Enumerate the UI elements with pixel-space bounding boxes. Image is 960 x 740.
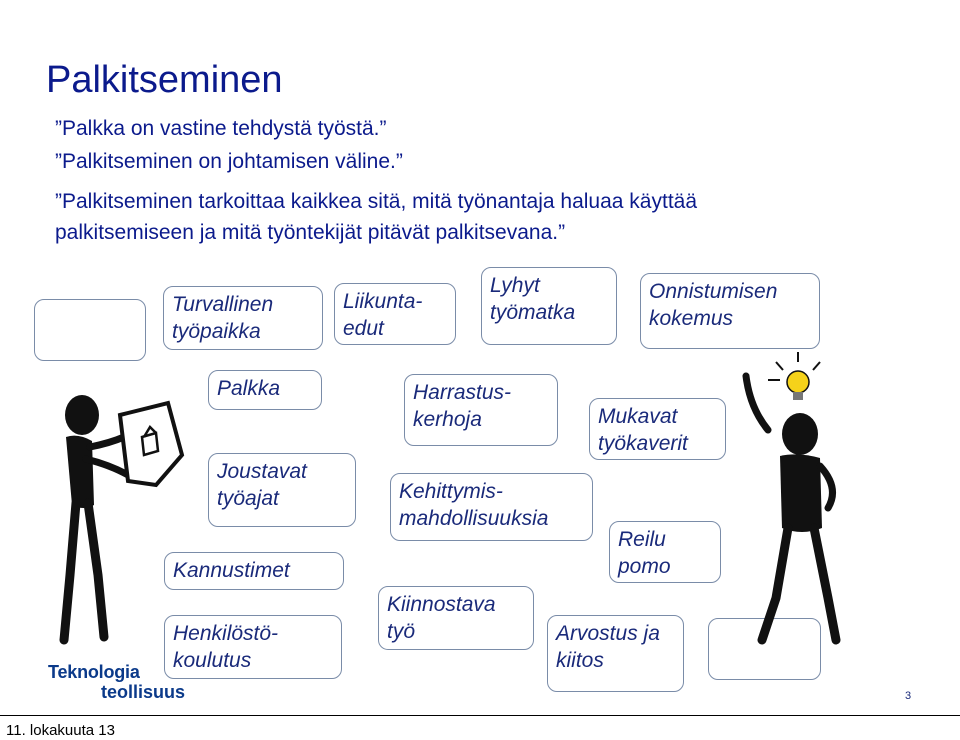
box-liikuntaedut: Liikunta- edut [334,283,456,345]
box-joustavat-tyoajat: Joustavat työajat [208,453,356,527]
box-kannustimet: Kannustimet [164,552,344,590]
box-turvallinen-tyopaikka: Turvallinen työpaikka [163,286,323,350]
footer-divider [0,715,960,716]
stick-figure-idea-illustration [728,348,858,648]
box-harrastuskerhoja: Harrastus- kerhoja [404,374,558,446]
box-kiinnostava-tyo: Kiinnostava työ [378,586,534,650]
logo-line-2: teollisuus [101,682,186,702]
stick-figure-shield-illustration [58,385,198,650]
footer-date: 11. lokakuuta 13 [6,722,115,739]
box-kehittymismahdollisuuksia: Kehittymis- mahdollisuuksia [390,473,593,541]
bullet-1: ”Palkka on vastine tehdystä työstä.” [55,117,387,140]
box-henkilostokoulutus: Henkilöstö- koulutus [164,615,342,679]
bullet-2: ”Palkitseminen on johtamisen väline.” [55,150,403,173]
box-arvostus-ja-kiitos: Arvostus ja kiitos [547,615,684,692]
bullet-3: ”Palkitseminen tarkoittaa kaikkea sitä, mitä työnantaja haluaa käyttää [55,190,698,213]
bullet-3-continued: palkitsemiseen ja mitä työntekijät pitävät palkitsevana.” [55,221,566,244]
logo-line-1: Teknologia [48,662,140,682]
box-lyhyt-tyomatka: Lyhyt työmatka [481,267,617,345]
empty-box-left [34,299,146,361]
page-number: 3 [905,690,912,702]
box-mukavat-tyokaverit: Mukavat työkaverit [589,398,726,460]
box-reilu-pomo: Reilu pomo [609,521,721,583]
lightbulb-icon [768,352,820,400]
teknologiateollisuus-logo [48,662,185,702]
slide-title: Palkitseminen [46,59,283,101]
box-onnistumisen-kokemus: Onnistumisen kokemus [640,273,820,349]
box-palkka: Palkka [208,370,322,410]
